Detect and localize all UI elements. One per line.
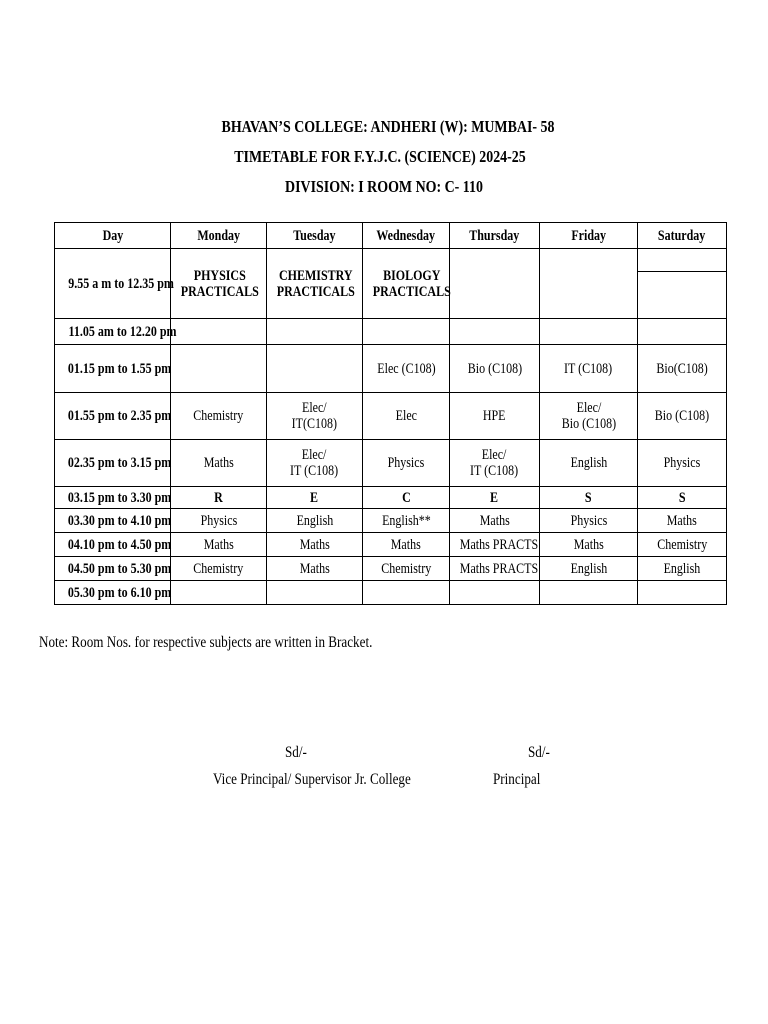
time-slot-cell (55, 533, 171, 557)
subject-cell (171, 393, 267, 440)
cell-text: Physics (387, 455, 425, 471)
split-top (638, 249, 726, 272)
subject-cell (171, 509, 267, 533)
cell-text: 04.50 pm to 5.30 pm (67, 560, 172, 577)
subject-cell (540, 393, 638, 440)
timetable (54, 222, 727, 605)
cell-text: 04.10 pm to 4.50 pm (67, 536, 172, 553)
cell-text: Chemistry (193, 560, 244, 577)
cell-text: S (585, 489, 592, 506)
cell-text: English (663, 560, 701, 577)
cell-text: Maths PRACTS (459, 536, 539, 553)
subject-cell (267, 581, 363, 605)
table-row (55, 557, 727, 581)
principal-title: Principal (493, 771, 541, 788)
cell-text: Maths (203, 536, 234, 553)
cell-text: English (570, 560, 607, 577)
time-slot-cell (55, 249, 174, 319)
subject-cell (638, 345, 727, 393)
subject-cell (450, 509, 540, 533)
subject-cell (638, 487, 727, 509)
subject-cell (638, 249, 727, 319)
table-row (55, 440, 727, 487)
column-header (638, 223, 727, 249)
subject-cell (171, 249, 267, 319)
footnote: Note: Room Nos. for respective subjects are written in Bracket. (39, 634, 373, 651)
subject-cell (450, 393, 540, 440)
subject-cell (171, 345, 267, 393)
table-row (55, 533, 727, 557)
cell-text: Day (102, 227, 123, 244)
cell-text: Elec/ Bio (C108) (561, 400, 616, 432)
division-title: DIVISION: I ROOM NO: C- 110 (285, 177, 483, 196)
time-slot-cell (55, 509, 171, 533)
cell-text: Maths (203, 455, 234, 471)
cell-text: English (296, 512, 333, 529)
table-row (55, 393, 727, 440)
cell-text: C (401, 489, 411, 506)
cell-text: Chemistry (193, 408, 244, 424)
cell-text: Physics (200, 512, 237, 529)
time-slot-cell (55, 393, 171, 440)
cell-text: PHYSICS PRACTICALS (180, 267, 259, 300)
cell-text: 03.30 pm to 4.10 pm (67, 512, 172, 529)
subject-cell (540, 487, 638, 509)
split-cell (638, 249, 726, 272)
header-row (55, 223, 727, 249)
cell-text: Chemistry (657, 536, 707, 553)
timetable-title: TIMETABLE FOR F.Y.J.C. (SCIENCE) 2024-25 (234, 147, 526, 166)
time-slot-cell (55, 345, 171, 393)
subject-cell (267, 533, 363, 557)
subject-cell (363, 533, 450, 557)
table-row (55, 319, 727, 345)
subject-cell (450, 581, 540, 605)
subject-cell (363, 393, 450, 440)
cell-text: 01.15 pm to 1.55 pm (67, 360, 172, 377)
cell-text: 9.55 a m to 12.35 pm (68, 275, 174, 292)
subject-cell (267, 393, 363, 440)
cell-text: 05.30 pm to 6.10 pm (67, 584, 172, 601)
time-slot-cell (55, 581, 171, 605)
subject-cell (450, 533, 540, 557)
subject-cell (450, 487, 540, 509)
cell-text: Monday (197, 227, 240, 244)
subject-cell (540, 557, 638, 581)
subject-cell (363, 557, 450, 581)
cell-text: Physics (570, 512, 607, 529)
subject-cell (363, 319, 450, 345)
column-header (363, 223, 450, 249)
column-header (55, 223, 171, 249)
vice-principal-sd: Sd/- (285, 744, 307, 761)
cell-text: Elec/ IT (C108) (470, 447, 519, 479)
subject-cell (363, 345, 450, 393)
college-title: BHAVAN’S COLLEGE: ANDHERI (W): MUMBAI- 58 (221, 117, 555, 136)
subject-cell (267, 319, 363, 345)
subject-cell (267, 487, 363, 509)
cell-text: Bio(C108) (656, 360, 708, 377)
cell-text: 03.15 pm to 3.30 pm (67, 489, 172, 506)
cell-text: Maths PRACTS (459, 560, 539, 577)
subject-cell (540, 319, 638, 345)
subject-cell (540, 440, 638, 487)
table-row (55, 509, 727, 533)
subject-cell (638, 581, 727, 605)
time-slot-cell (55, 319, 177, 345)
cell-text: Tuesday (293, 227, 336, 244)
principal-sd: Sd/- (528, 744, 550, 761)
cell-text: English (570, 455, 607, 471)
cell-text: Bio (C108) (654, 408, 710, 424)
column-header (450, 223, 540, 249)
subject-cell (638, 319, 727, 345)
cell-text: BIOLOGY PRACTICALS (372, 267, 451, 300)
subject-cell (171, 440, 267, 487)
subject-cell (638, 533, 727, 557)
subject-cell (267, 509, 363, 533)
subject-cell (363, 509, 450, 533)
subject-cell (638, 440, 727, 487)
subject-cell (171, 557, 267, 581)
cell-text: Maths (299, 536, 330, 553)
cell-text: Thursday (469, 227, 520, 244)
column-header (540, 223, 638, 249)
cell-text: Maths (667, 512, 697, 529)
subject-cell (363, 581, 450, 605)
cell-text: Chemistry (381, 560, 431, 577)
subject-cell (540, 509, 638, 533)
column-header (267, 223, 363, 249)
cell-text: Maths (479, 512, 510, 529)
vice-principal-title: Vice Principal/ Supervisor Jr. College (213, 771, 411, 788)
time-slot-cell (55, 487, 171, 509)
cell-text: E (490, 489, 499, 506)
subject-cell (540, 581, 638, 605)
subject-cell (363, 249, 450, 319)
subject-cell (267, 557, 363, 581)
subject-cell (171, 487, 267, 509)
cell-text: 02.35 pm to 3.15 pm (67, 455, 172, 471)
subject-cell (540, 249, 638, 319)
cell-text: Maths (391, 536, 421, 553)
subject-cell (540, 345, 638, 393)
subject-cell (450, 557, 540, 581)
subject-cell (363, 487, 450, 509)
cell-text: Elec/ IT (C108) (290, 447, 339, 479)
subject-cell (267, 249, 363, 319)
cell-text: Elec (395, 408, 417, 424)
subject-cell (267, 345, 363, 393)
subject-cell (363, 440, 450, 487)
cell-text: 11.05 am to 12.20 pm (68, 323, 177, 340)
cell-text: Elec (C108) (376, 360, 436, 377)
cell-text: S (678, 489, 686, 506)
table-row (55, 487, 727, 509)
time-slot-cell (55, 440, 171, 487)
column-header (171, 223, 267, 249)
cell-text: Physics (663, 455, 701, 471)
cell-text: E (310, 489, 319, 506)
subject-cell (450, 319, 540, 345)
subject-cell (638, 557, 727, 581)
subject-cell (638, 393, 727, 440)
cell-text: R (214, 489, 223, 506)
cell-text: Bio (C108) (467, 360, 522, 377)
time-slot-cell (55, 557, 171, 581)
table-row (55, 345, 727, 393)
cell-text: 01.55 pm to 2.35 pm (67, 408, 172, 424)
subject-cell (638, 509, 727, 533)
cell-text: Friday (571, 227, 606, 244)
cell-text: CHEMISTRY PRACTICALS (276, 267, 355, 300)
subject-cell (450, 440, 540, 487)
cell-text: Saturday (658, 227, 706, 244)
cell-text: Elec/ IT(C108) (291, 400, 338, 432)
cell-text: English** (381, 512, 431, 529)
subject-cell (450, 249, 540, 319)
cell-text: HPE (483, 408, 506, 424)
cell-text: IT (C108) (564, 360, 613, 377)
subject-cell (171, 581, 267, 605)
subject-cell (450, 345, 540, 393)
cell-text: Maths (299, 560, 330, 577)
subject-cell (171, 533, 267, 557)
table-row (55, 581, 727, 605)
subject-cell (540, 533, 638, 557)
subject-cell (171, 319, 267, 345)
subject-cell (267, 440, 363, 487)
table-row (55, 249, 727, 319)
cell-text: Maths (573, 536, 604, 553)
cell-text: Wednesday (376, 227, 436, 244)
